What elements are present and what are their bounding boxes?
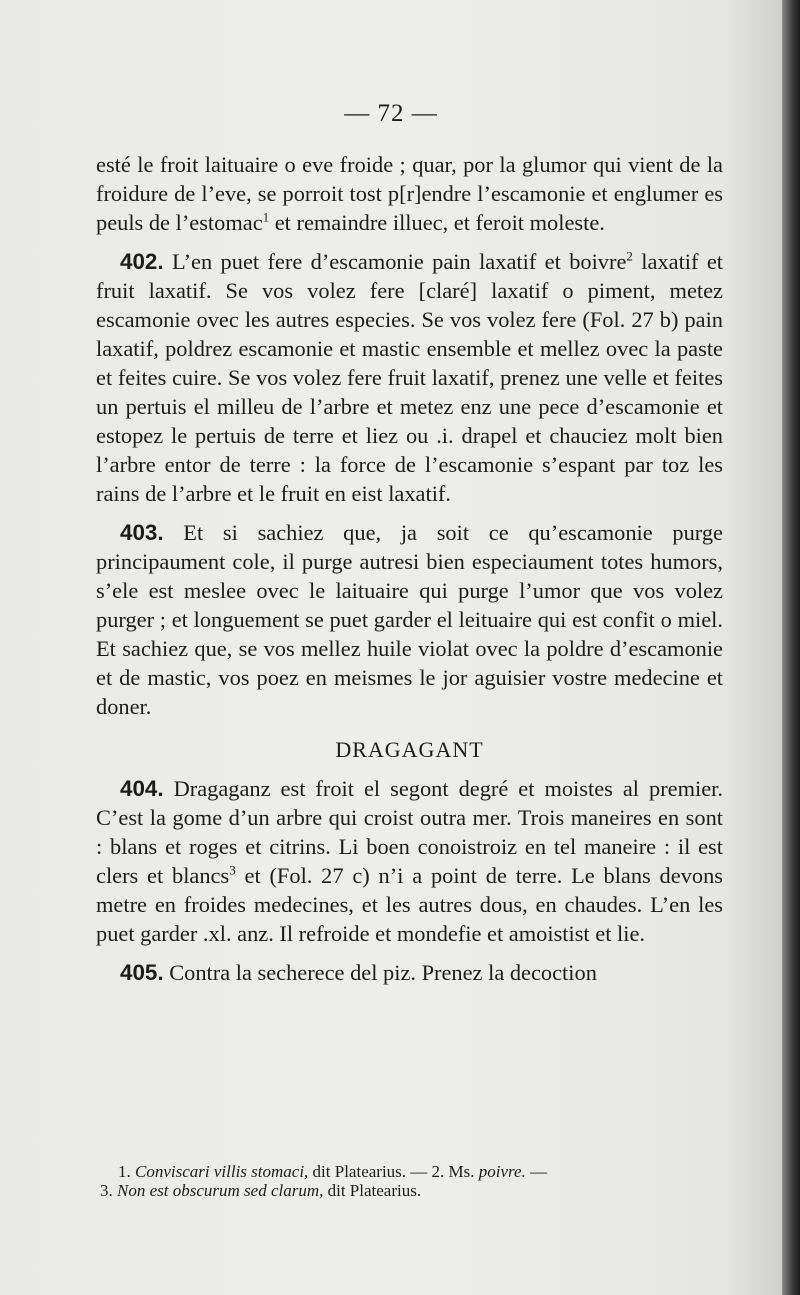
- page-number: — 72 —: [344, 100, 438, 127]
- book-gutter-edge: [782, 0, 800, 1295]
- paragraph-404: [96, 774, 723, 948]
- paragraph-number-404: 404.: [120, 776, 164, 801]
- footnote-2-rest: —: [525, 1162, 548, 1181]
- footnote-3-rest: dit Platearius.: [323, 1181, 422, 1200]
- footnote-ref-3: 3: [229, 862, 236, 878]
- continuation-paragraph: [96, 150, 723, 237]
- footnote-1-marker: 1.: [118, 1162, 135, 1181]
- main-text: [96, 150, 723, 987]
- paragraph-402-text-b: laxatif et fruit laxatif. Se vos volez fere [claré] laxatif o piment, metez escamonie ovec les autres especies. Se vos volez fere (Fol. 27 b) pain laxatif, poldrez escamonie et mastic ensemble et mellez ovec la paste et feites cuire. Se vos volez fere fruit laxatif, prenez une velle et feites un pertuis el milleu de l’arbre et metez enz une pece d’escamonie et estopez le pertuis de terre et liez ou .i. drapel et chauciez molt bien l’arbre entor de terre : la force de l’escamonie s’espant par toz les rains de l’arbre et le fruit en eist laxatif.: [96, 249, 724, 506]
- paragraph-number-403: 403.: [120, 520, 164, 545]
- paragraph-405: [96, 958, 723, 987]
- footnote-ref-1: 1: [262, 209, 270, 225]
- section-heading: DRAGAGANT: [335, 737, 484, 762]
- paragraph-403: [96, 518, 723, 721]
- footnote-1-quote: Conviscari villis stomaci,: [135, 1162, 309, 1181]
- continuation-text: esté le froit laituaire o eve froide ; quar, por la glumor qui vient de la froidure de l’eve, se porroit tost p[r]endre l’escamonie et englumer es peuls de l’estomac: [96, 152, 723, 235]
- paragraph-404-text-b: et (Fol. 27 c) n’i a point de terre. Le blans devons metre en froides medecines, et les autres dous, en chaudes. L’en les puet garder .xl. anz. Il refroide et mondefie et amoistist et lie.: [96, 863, 723, 946]
- paragraph-405-text: Contra la secherece del piz. Prenez la decoction: [163, 960, 597, 985]
- continuation-end: et remaindre illuec, et feroit moleste.: [269, 210, 605, 235]
- footnote-line-2: [100, 1181, 723, 1200]
- paragraph-403-text: Et si sachiez que, ja soit ce qu’escamonie purge principaument cole, il purge autresi bien especiaument totes humors, s’ele est meslee ovec le laituaire qui purge l’umor que vos volez purger ; et longuement se puet garder el leituaire qui est confit o miel. Et sachiez que, se vos mellez huile violat ovec la poldre d’escamonie et de mastic, vos poez en meismes le jor aguisier vostre medecine et doner.: [96, 520, 723, 719]
- paragraph-402: [96, 247, 723, 508]
- paragraph-402-text-a: L’en puet fere d’escamonie pain laxatif et boivre: [163, 249, 627, 274]
- footnotes: [100, 1162, 723, 1200]
- footnote-3-quote: Non est obscurum sed clarum,: [117, 1181, 324, 1200]
- footnote-line-1: [100, 1162, 723, 1181]
- footnote-1-rest: dit Platearius. — 2. Ms.: [308, 1162, 479, 1181]
- footnote-2-quote: poivre.: [478, 1162, 526, 1181]
- paragraph-404-text-a: Dragaganz est froit el segont degré et moistes al premier. C’est la gome d’un arbre qui croist outra mer. Trois maneires en sont : blans et roges et citrins. Li boen conoistroiz en tel maneire : il est clers et blancs: [96, 776, 723, 888]
- paragraph-number-405: 405.: [120, 960, 164, 985]
- paragraph-number-402: 402.: [120, 249, 164, 274]
- footnote-3-marker: 3.: [100, 1181, 117, 1200]
- footnote-ref-2: 2: [626, 248, 633, 264]
